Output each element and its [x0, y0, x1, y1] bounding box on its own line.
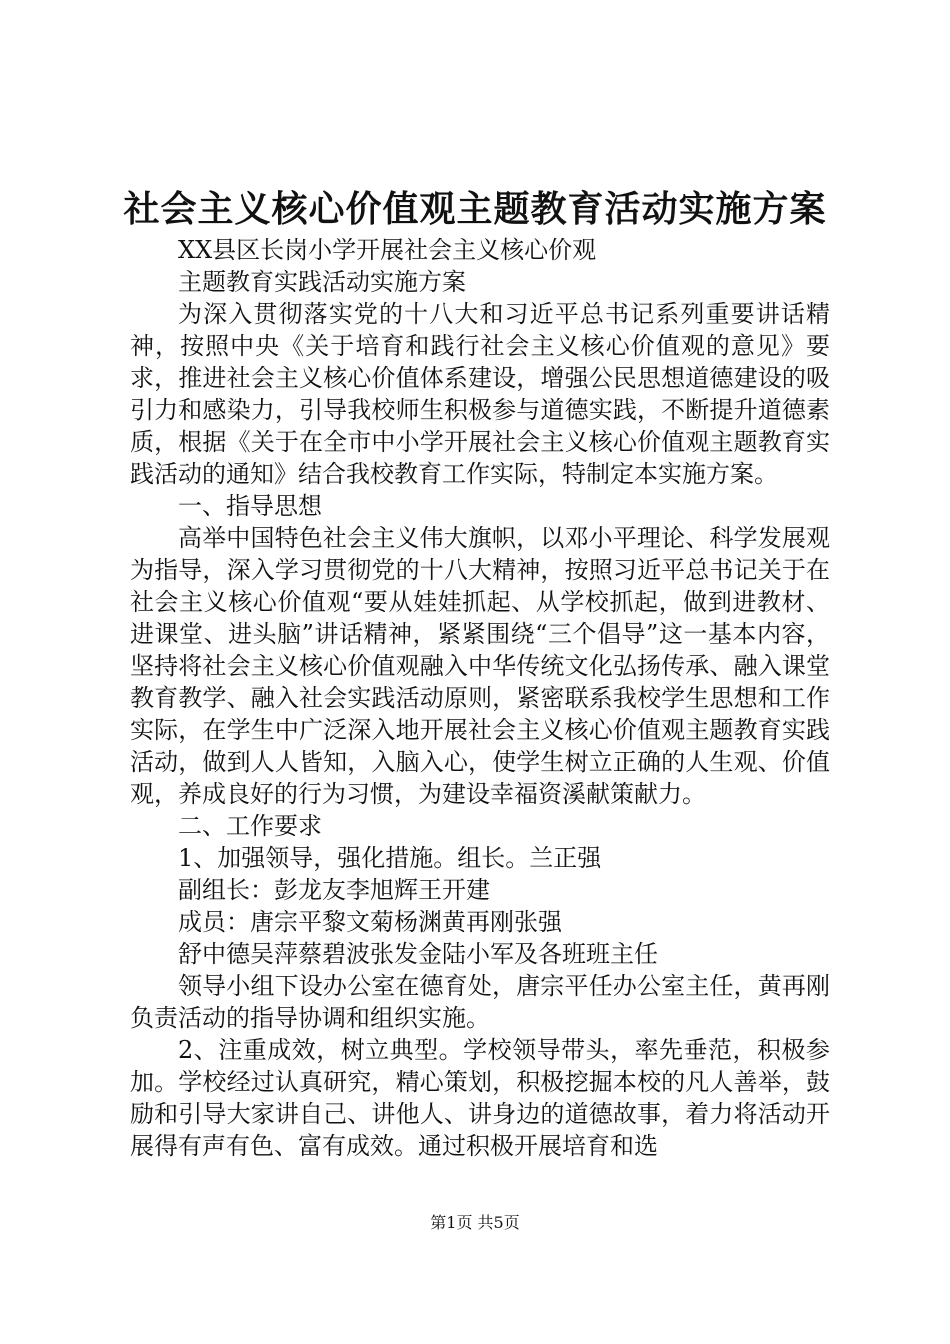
deputy-leaders-line: 副组长：彭龙友李旭辉王开建: [178, 876, 490, 904]
document-body: [130, 234, 830, 1162]
subtitle-line-1: XX县区长岗小学开展社会主义核心价观: [178, 236, 597, 264]
members-line-2: 舒中德吴萍蔡碧波张发金陆小军及各班班主任: [178, 940, 658, 968]
section-heading-guiding-thought: 一、指导思想: [178, 492, 322, 520]
members-line-1: 成员：唐宗平黎文菊杨渊黄再刚张强: [178, 908, 562, 936]
section-heading-work-requirements: 二、工作要求: [178, 812, 322, 840]
guiding-thought-paragraph: 高举中国特色社会主义伟大旗帜，以邓小平理论、科学发展观为指导，深入学习贯彻党的十八大精神，按照习近平总书记关于在社会主义核心价值观“要从娃娃抓起、从学校抓起，做到进教材、进课堂、进头脑”讲话精神，紧紧围绕“三个倡导”这一基本内容，坚持将社会主义核心价值观融入中华传统文化弘扬传承、融入课堂教育教学、融入社会实践活动原则，紧密联系我校学生思想和工作实际，在学生中广泛深入地开展社会主义核心价值观主题教育实践活动，做到人人皆知，入脑入心，使学生树立正确的人生观、价值观，养成良好的行为习惯，为建设幸福资溪献策献力。: [130, 524, 830, 808]
page-footer: 第1页 共5页: [430, 1213, 520, 1232]
subtitle-line-2: 主题教育实践活动实施方案: [178, 268, 466, 296]
requirement-item-2: 2、注重成效，树立典型。学校领导带头，率先垂范，积极参加。学校经过认真研究，精心策划，积极挖掘本校的凡人善举，鼓励和引导大家讲自己、讲他人、讲身边的道德故事，着力将活动开展得有声有色、富有成效。通过积极开展培育和选: [130, 1036, 830, 1160]
requirement-item-1: 1、加强领导，强化措施。组长。兰正强: [178, 844, 602, 872]
intro-paragraph: 为深入贯彻落实党的十八大和习近平总书记系列重要讲话精神，按照中央《关于培育和践行社会主义核心价值观的意见》要求，推进社会主义核心价值体系建设，增强公民思想道德建设的吸引力和感染力，引导我校师生积极参与道德实践，不断提升道德素质，根据《关于在全市中小学开展社会主义核心价值观主题教育实践活动的通知》结合我校教育工作实际，特制定本实施方案。: [130, 300, 830, 488]
document-title: 社会主义核心价值观主题教育活动实施方案: [123, 188, 827, 230]
office-paragraph: 领导小组下设办公室在德育处，唐宗平任办公室主任，黄再刚负责活动的指导协调和组织实施。: [130, 972, 830, 1032]
